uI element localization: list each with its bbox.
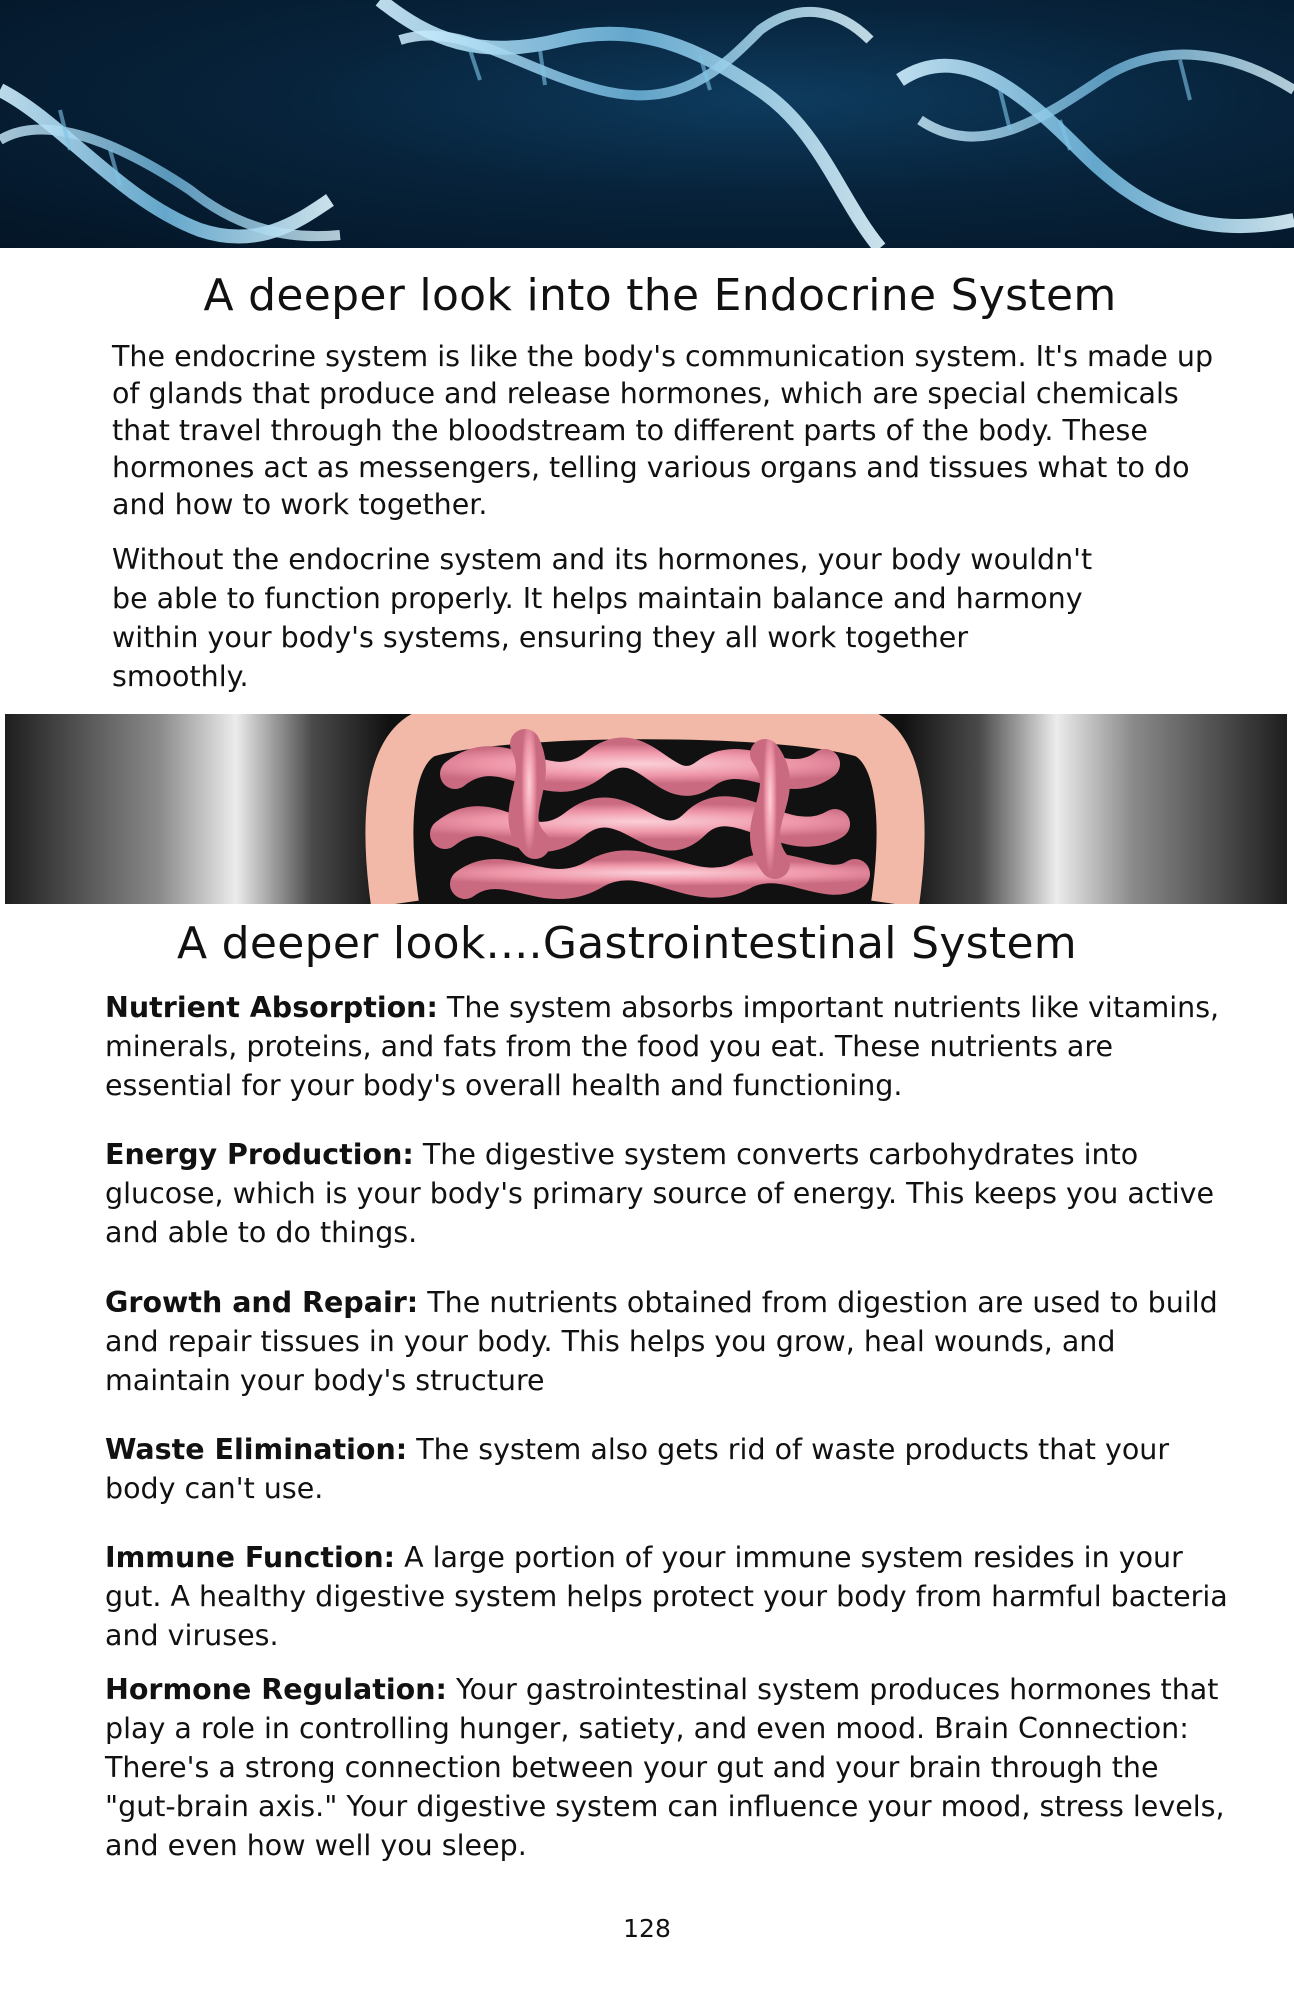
item-text: The system absorbs important nutrients like vitamins, minerals, proteins, and fats from the food you eat. These nutrients are essential for your body's overall health and functioning.: [105, 991, 1220, 1102]
item-label: Hormone Regulation:: [105, 1673, 447, 1706]
list-item: [105, 1538, 1230, 1655]
item-text: Your gastrointestinal system produces hormones that play a role in controlling hunger, satiety, and even mood. Brain Connection: There's a strong connection between your gut and your brain through the "gut-brain axis." Your digestive system can influence your mood, stress levels, and even how well you sleep.: [105, 1673, 1225, 1862]
list-item: [105, 1430, 1230, 1508]
item-text: The digestive system converts carbohydrates into glucose, which is your body's primary source of energy. This keeps you active and able to do things.: [105, 1138, 1215, 1249]
list-item: [105, 1283, 1230, 1400]
page-number: 128: [623, 1914, 671, 1943]
list-item: [105, 988, 1230, 1105]
item-label: Nutrient Absorption:: [105, 991, 438, 1024]
item-text: The nutrients obtained from digestion are used to build and repair tissues in your body. This helps you grow, heal wounds, and maintain your body's structure: [105, 1286, 1218, 1397]
endocrine-paragraph-1: The endocrine system is like the body's communication system. It's made up of glands that produce and release hormones, which are special chemicals that travel through the bloodstream to different parts of the body. These hormones act as messengers, telling various organs and tissues what to do and how to work together.: [112, 340, 1214, 521]
item-label: Immune Function:: [105, 1541, 396, 1574]
endocrine-paragraph-2: Without the endocrine system and its hormones, your body wouldn't be able to function properly. It helps maintain balance and harmony within your body's systems, ensuring they all work together smoothly.: [112, 543, 1093, 693]
list-item: [105, 1135, 1230, 1252]
intestines-image: [5, 714, 1287, 904]
item-text: A large portion of your immune system resides in your gut. A healthy digestive system helps protect your body from harmful bacteria and viruses.: [105, 1541, 1228, 1652]
item-label: Energy Production:: [105, 1138, 414, 1171]
item-label: Waste Elimination:: [105, 1433, 408, 1466]
section-title-endocrine: A deeper look into the Endocrine System: [203, 270, 1117, 321]
item-label: Growth and Repair:: [105, 1286, 419, 1319]
section-title-gastrointestinal: A deeper look....Gastrointestinal System: [177, 918, 1077, 969]
dna-helix-image: [0, 0, 1294, 248]
item-text: The system also gets rid of waste products that your body can't use.: [105, 1433, 1170, 1505]
list-item: [105, 1670, 1230, 1865]
